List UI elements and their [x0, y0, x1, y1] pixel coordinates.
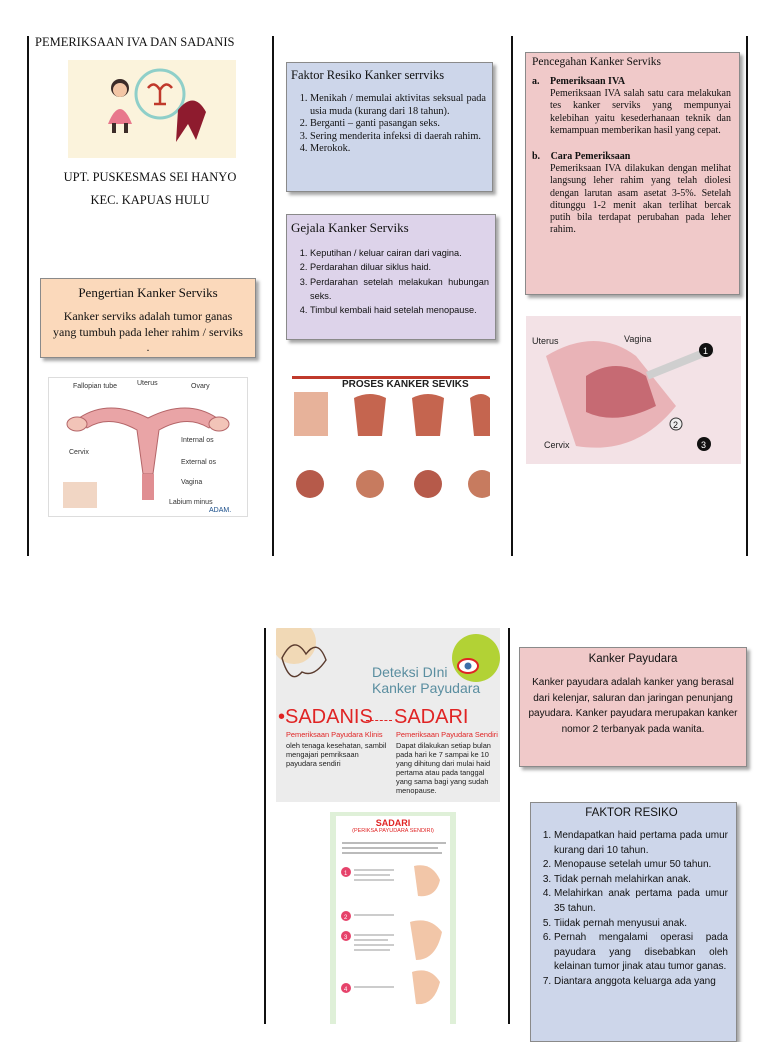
prevention-a-label: a. — [532, 76, 540, 87]
logo-illustration — [68, 60, 236, 158]
poster-title-line2: Kanker Payudara — [372, 680, 481, 696]
illustration-step-2: 2 — [673, 420, 679, 430]
uterus-anatomy-image — [48, 377, 248, 517]
breast-risk-list — [535, 829, 728, 990]
poster-title-line1: Deteksi DIni — [372, 664, 448, 680]
list-item: 5. Tiidak pernah menyusui anak. — [554, 917, 728, 932]
cervical-risk-box — [286, 62, 493, 192]
panel-divider-3 — [511, 36, 513, 556]
iva-procedure-image — [526, 316, 741, 464]
panel-divider-1 — [27, 36, 29, 556]
sadari-steps-image — [330, 812, 456, 1024]
sadari-step-3: 3 — [344, 935, 348, 941]
cervical-symptoms-title: Gejala Kanker Serviks — [291, 220, 409, 235]
prevention-title: Pencegahan Kanker Serviks — [532, 56, 662, 68]
list-item: 1. Menikah / memulai aktivitas seksual pada usia muda (kurang dari 18 tahun). — [310, 93, 486, 118]
illustration-step-1: 1 — [703, 346, 709, 356]
label-cervix: Cervix — [69, 449, 89, 456]
sadari-step-1: 1 — [344, 871, 348, 877]
breast-cancer-box — [519, 647, 747, 767]
label-labium-minus: Labium minus — [169, 499, 213, 506]
list-item: 4. Timbul kembali haid setelah menopause. — [310, 303, 489, 317]
cancer-process-title: PROSES KANKER SEVIKS — [342, 379, 469, 390]
label-fallopian-tube: Fallopian tube — [73, 383, 117, 390]
adam-brand: ADAM. — [209, 507, 232, 514]
panel-divider-2 — [272, 36, 274, 556]
sadanis-description: oleh tenaga kesehatan, sambil mengajari pemriksaan payudara sendiri — [286, 741, 387, 769]
label-vagina: Vagina — [181, 479, 203, 486]
cancer-process-image — [292, 376, 490, 508]
cervical-risk-list — [291, 93, 486, 156]
panel-divider-6 — [508, 628, 510, 1024]
label-vagina: Vagina — [624, 334, 652, 344]
prevention-b-body: Pemeriksaan IVA dilakukan dengan melihat langsung leher rahim yang telah diolesi dengan larutan asam asetat 3-5%. Setelah ditunggu 1-2 menit akan terlihat bercak putih bila terdapat perubahan pada leher rahim. — [550, 163, 731, 236]
illustration-step-3: 3 — [701, 440, 707, 450]
list-item: 3. Perdarahan setelah melakukan hubungan seks. — [310, 275, 489, 304]
sadanis-subtitle: Pemeriksaan Payudara Klinis — [286, 730, 383, 739]
list-item: 4. Melahirkan anak pertama pada umur 35 tahun. — [554, 887, 728, 916]
list-item: 2. Perdarahan diluar siklus haid. — [310, 260, 489, 274]
definition-body: Kanker serviks adalah tumor ganas yang tumbuh pada leher rahim / serviks . — [53, 309, 243, 355]
sadari-step-4: 4 — [344, 987, 348, 993]
breast-cancer-title: Kanker Payudara — [588, 653, 678, 665]
label-ovary: Ovary — [191, 383, 210, 390]
list-item: 1. Keputihan / keluar cairan dari vagina. — [310, 246, 489, 260]
label-uterus: Uterus — [137, 380, 158, 387]
sadanis-sadari-poster — [276, 628, 500, 802]
label-internal-os: Internal os — [181, 437, 214, 444]
organization-name: UPT. PUSKESMAS SEI HANYO — [63, 170, 237, 184]
list-item: 7. Diantara anggota keluarga ada yang — [554, 975, 728, 990]
cervical-symptoms-list — [291, 246, 489, 317]
sadari-subtitle: Pemeriksaan Payudara Sendiri — [396, 730, 498, 739]
panel-divider-4 — [746, 36, 748, 556]
label-external-os: External os — [181, 459, 217, 466]
label-uterus: Uterus — [532, 336, 559, 346]
cervical-symptoms-box — [286, 214, 496, 340]
sadari-title: SADARI — [394, 706, 469, 728]
list-item: 3. Sering menderita infeksi di daerah rahim. — [310, 131, 486, 144]
brochure-heading: PEMERIKSAAN IVA DAN SADANIS — [35, 35, 235, 49]
prevention-a-body: Pemeriksaan IVA salah satu cara melakukan tes kanker serviks yang mempunyai kelebihan yaitu kesederhanaan teknik dan kemampuan memberikan hasil yang cepat. — [550, 88, 731, 136]
list-item: 6. Pernah mengalami operasi pada payudara yang disebabkan oleh kelainan tumor jinak atau tumor ganas. — [554, 931, 728, 975]
prevention-box — [525, 52, 740, 295]
label-cervix: Cervix — [544, 440, 570, 450]
prevention-b-title: Cara Pemeriksaan — [550, 150, 631, 162]
list-item: 3. Tidak pernah melahirkan anak. — [554, 873, 728, 888]
panel-divider-5 — [264, 628, 266, 1024]
list-item: 2. Menopause setelah umur 50 tahun. — [554, 858, 728, 873]
sadari-steps-subtitle: (PERIKSA PAYUDARA SENDIRI) — [352, 828, 434, 834]
list-item: 4. Merokok. — [310, 143, 486, 156]
prevention-b-label: b. — [532, 150, 541, 162]
definition-box — [40, 278, 256, 358]
definition-title: Pengertian Kanker Serviks — [78, 285, 218, 300]
breast-risk-title: FAKTOR RESIKO — [585, 807, 678, 819]
list-item: 2. Berganti – ganti pasangan seks. — [310, 118, 486, 131]
prevention-a-title: Pemeriksaan IVA — [550, 76, 626, 87]
list-item: 1. Mendapatkan haid pertama pada umur kurang dari 10 tahun. — [554, 829, 728, 858]
breast-cancer-body: Kanker payudara adalah kanker yang berasal dari kelenjar, saluran dan jaringan penunjang payudara. Kanker payudara merupakan kanker nomor 2 terbanyak pada wanita. — [528, 677, 738, 735]
sadari-steps-title: SADARI — [375, 818, 411, 828]
cervical-risk-title: Faktor Resiko Kanker serrviks — [291, 68, 445, 82]
sadanis-title: •SADANIS — [278, 706, 373, 728]
sadari-step-2: 2 — [344, 915, 348, 921]
organization-district: KEC. KAPUAS HULU — [90, 193, 210, 207]
breast-risk-box — [530, 802, 737, 1042]
sadari-description: Dapat dilakukan setiap bulan pada hari ke 7 sampai ke 10 yang dihitung dari mulai haid pertama atau pada tanggal yang sama bagi yang sudah menopause. — [396, 741, 491, 796]
